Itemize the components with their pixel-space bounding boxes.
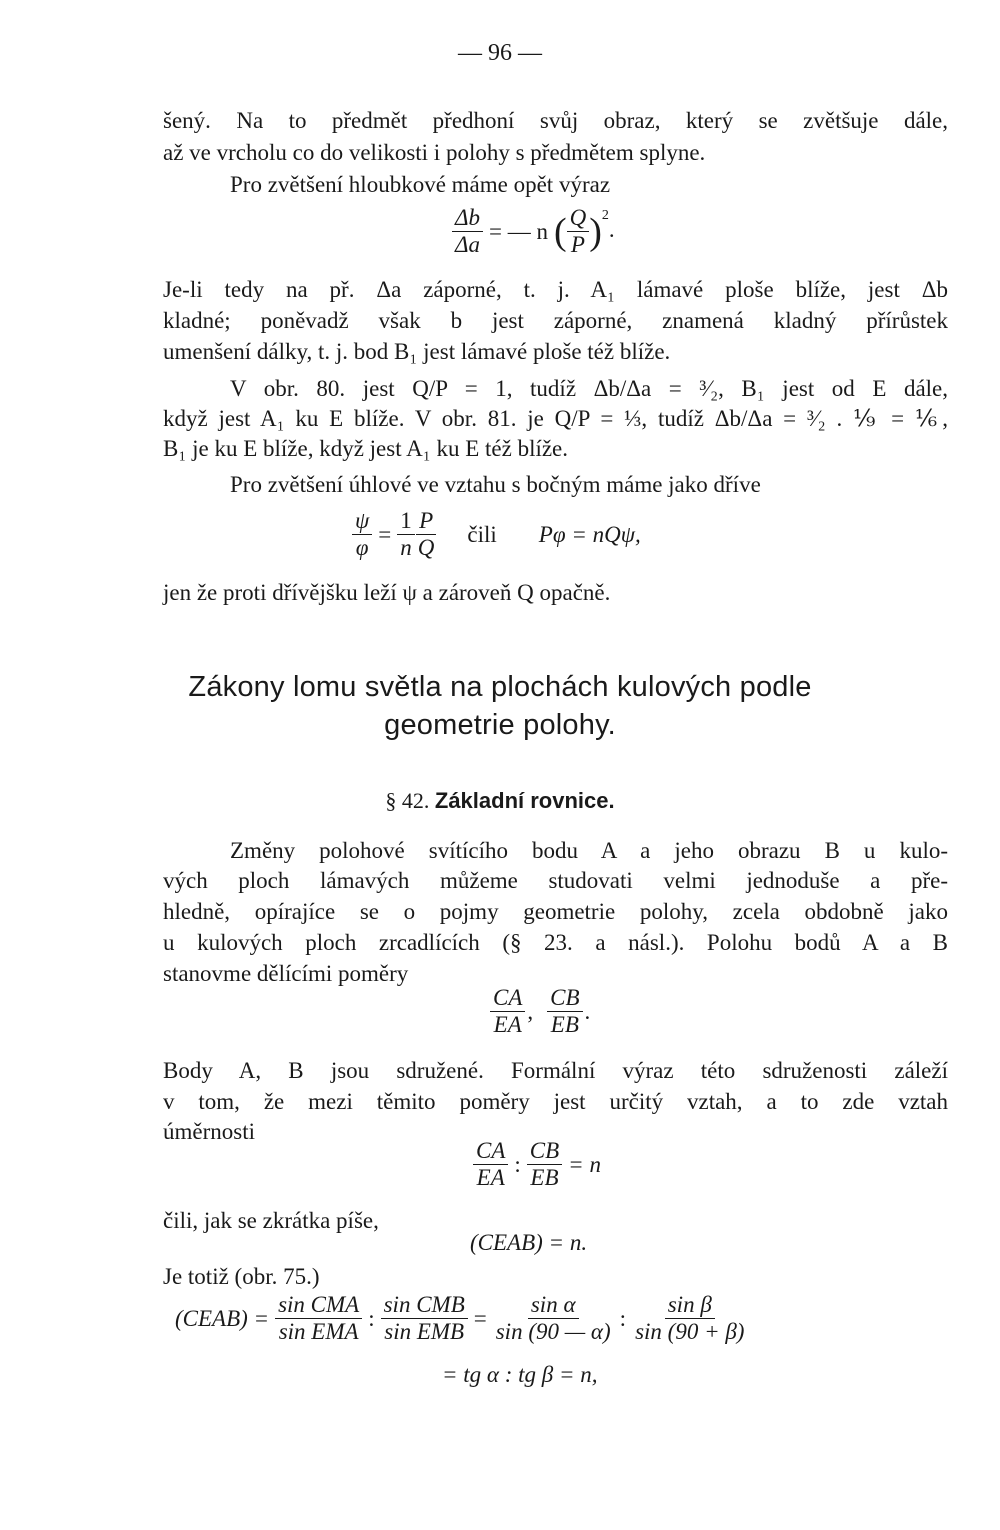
- formula-angle-den1: φ: [355, 535, 369, 560]
- fraction-sin-beta: [632, 1292, 747, 1345]
- formula-sin-n1: sin CMA: [278, 1292, 360, 1317]
- fraction-1-n: [397, 508, 415, 561]
- formula-angle-den3: Q: [417, 535, 435, 560]
- para2-line1: Pro zvětšení hloubkové máme opět výraz: [230, 172, 611, 197]
- formula-ratios-num1: CA: [493, 985, 523, 1010]
- formula-depth-paren-den: P: [570, 232, 585, 257]
- formula-cross-ratio: [473, 1138, 607, 1191]
- para3-line2: kladné; poněvadž však b jest záporné, znamená kladný přírůstek: [163, 308, 948, 333]
- formula-sin-colon2: :: [619, 1305, 627, 1331]
- para4-line3: B₁ je ku E blíže, když jest A₁ ku E též blíže.: [163, 436, 569, 461]
- para4-line1: V obr. 80. jest Q/P = 1, tudíž Δb/Δa = ³⁄₂, B₁ jest od E dále,: [230, 376, 948, 401]
- fraction-psi-phi: [352, 508, 372, 561]
- chapter-heading-line1: Zákony lomu světla na plochách kulových podle: [188, 671, 812, 703]
- formula-short-cross-ratio: (CEAB) = n.: [470, 1230, 588, 1255]
- formula-angle-num3: P: [419, 508, 434, 533]
- formula-angle-den2: n: [400, 535, 412, 560]
- formula-depth-dot: .: [608, 216, 615, 242]
- para3-line1: Je-li tedy na př. Δa záporné, t. j. A₁ lámavé ploše blíže, jest Δb: [163, 277, 948, 302]
- formula-ratios-end: .: [584, 998, 591, 1024]
- formula-cross-den1: EA: [476, 1165, 505, 1190]
- formula-sin-d3: sin (90 — α): [495, 1319, 611, 1344]
- formula-depth-magnification: [452, 205, 615, 258]
- para7-line1: Změny polohové svítícího bodu A a jeho obrazu B u kulo-: [230, 838, 948, 863]
- para8-line2: v tom, že mezi těmito poměry jest určitý vztah, a to zde vztah: [163, 1089, 948, 1114]
- para7-line2: vých ploch lámavých můžeme studovati velmi jednoduše a pře-: [163, 868, 948, 893]
- para5-line1: Pro zvětšení úhlové ve vztahu s bočným máme jako dříve: [230, 472, 761, 497]
- formula-depth-exponent: 2: [601, 207, 609, 223]
- para7-line3: hledně, opírajíce se o pojmy geometrie polohy, zcela obdobně jako: [163, 899, 948, 924]
- fraction-cb-eb: [547, 985, 582, 1038]
- formula-ratios-num2: CB: [550, 985, 580, 1010]
- formula-cross-rhs: = n: [568, 1151, 601, 1177]
- chapter-heading-line2: geometrie polohy.: [384, 709, 616, 741]
- fraction-q-p: [567, 205, 590, 258]
- fraction-sin-cma-ema: [275, 1292, 362, 1345]
- formula-angle-rhs: Pφ = nQψ,: [538, 521, 641, 547]
- formula-ratios-den2: EB: [550, 1012, 579, 1037]
- formula-depth-eq: = — n: [489, 218, 548, 244]
- formula-sin-colon1: :: [368, 1305, 375, 1331]
- formula-cross-colon: :: [514, 1151, 521, 1177]
- fraction-ca-ea-2: [473, 1138, 508, 1191]
- para4-line2: když jest A₁ ku E blíže. V obr. 81. je Q/P = ⅓, tudíž Δb/Δa = ³⁄₂ . ⅑ = ⅙,: [163, 406, 948, 431]
- fraction-cb-eb-2: [527, 1138, 562, 1191]
- para1-line1: šený. Na to předmět předhoní svůj obraz, který se zvětšuje dále,: [163, 108, 948, 133]
- formula-sine-ratio: [175, 1292, 747, 1345]
- fraction-p-q: [415, 508, 438, 561]
- formula-sin-n3: sin α: [530, 1292, 576, 1317]
- para7-line4: u kulových ploch zrcadlících (§ 23. a násl.). Polohu bodů A a B: [163, 930, 948, 955]
- formula-tangent-result: = tg α : tg β = n,: [442, 1362, 598, 1387]
- formula-angle-num2: 1: [397, 508, 415, 535]
- formula-angular-magnification: [352, 508, 647, 561]
- para10-line1: Je totiž (obr. 75.): [163, 1264, 320, 1289]
- formula-ratios-sep: ,: [527, 998, 534, 1024]
- formula-cross-den2: EB: [530, 1165, 559, 1190]
- formula-sin-d1: sin EMA: [278, 1319, 359, 1344]
- formula-depth-num: Δb: [455, 205, 480, 230]
- fraction-ca-ea: [490, 985, 525, 1038]
- section-title: Základní rovnice.: [434, 788, 615, 813]
- para7-line5: stanovme dělícími poměry: [163, 961, 409, 986]
- para9-line1: čili, jak se zkrátka píše,: [163, 1208, 379, 1233]
- para8-line3: úměrnosti: [163, 1119, 255, 1144]
- formula-cross-num2: CB: [529, 1138, 560, 1163]
- formula-depth-paren-num: Q: [569, 205, 587, 230]
- paren-open: (: [553, 210, 567, 253]
- formula-ratios-den1: EA: [493, 1012, 522, 1037]
- page-number: — 96 —: [458, 40, 542, 66]
- formula-sin-eq: =: [473, 1305, 487, 1331]
- fraction-db-da: [452, 205, 483, 258]
- section-number: § 42.: [385, 788, 430, 813]
- formula-sin-lhs: (CEAB) =: [175, 1305, 270, 1331]
- paren-close: ): [589, 210, 602, 253]
- formula-angle-eq: =: [378, 521, 392, 547]
- formula-angle-num1: ψ: [355, 508, 370, 533]
- fraction-sin-cmb-emb: [381, 1292, 468, 1345]
- para8-line1: Body A, B jsou sdružené. Formální výraz této sdruženosti záleží: [163, 1058, 948, 1083]
- formula-sin-n2: sin CMB: [383, 1292, 465, 1317]
- formula-sin-n4: sin β: [667, 1292, 712, 1317]
- para6-line1: jen že proti dřívějšku leží ψ a zároveň Q opačně.: [163, 580, 611, 605]
- formula-cross-num1: CA: [476, 1138, 506, 1163]
- formula-division-ratios: [490, 985, 592, 1038]
- formula-sin-d2: sin EMB: [384, 1319, 465, 1344]
- para1-line2: až ve vrcholu co do velikosti i polohy s předmětem splyne.: [163, 140, 706, 165]
- fraction-sin-alpha: [493, 1292, 614, 1345]
- formula-depth-den: Δa: [455, 232, 480, 257]
- formula-angle-or: čili: [467, 521, 497, 547]
- formula-sin-d4: sin (90 + β): [635, 1319, 745, 1344]
- section-heading: [0, 788, 1000, 814]
- para3-line3: umenšení dálky, t. j. bod B₁ jest lámavé ploše též blíže.: [163, 339, 671, 364]
